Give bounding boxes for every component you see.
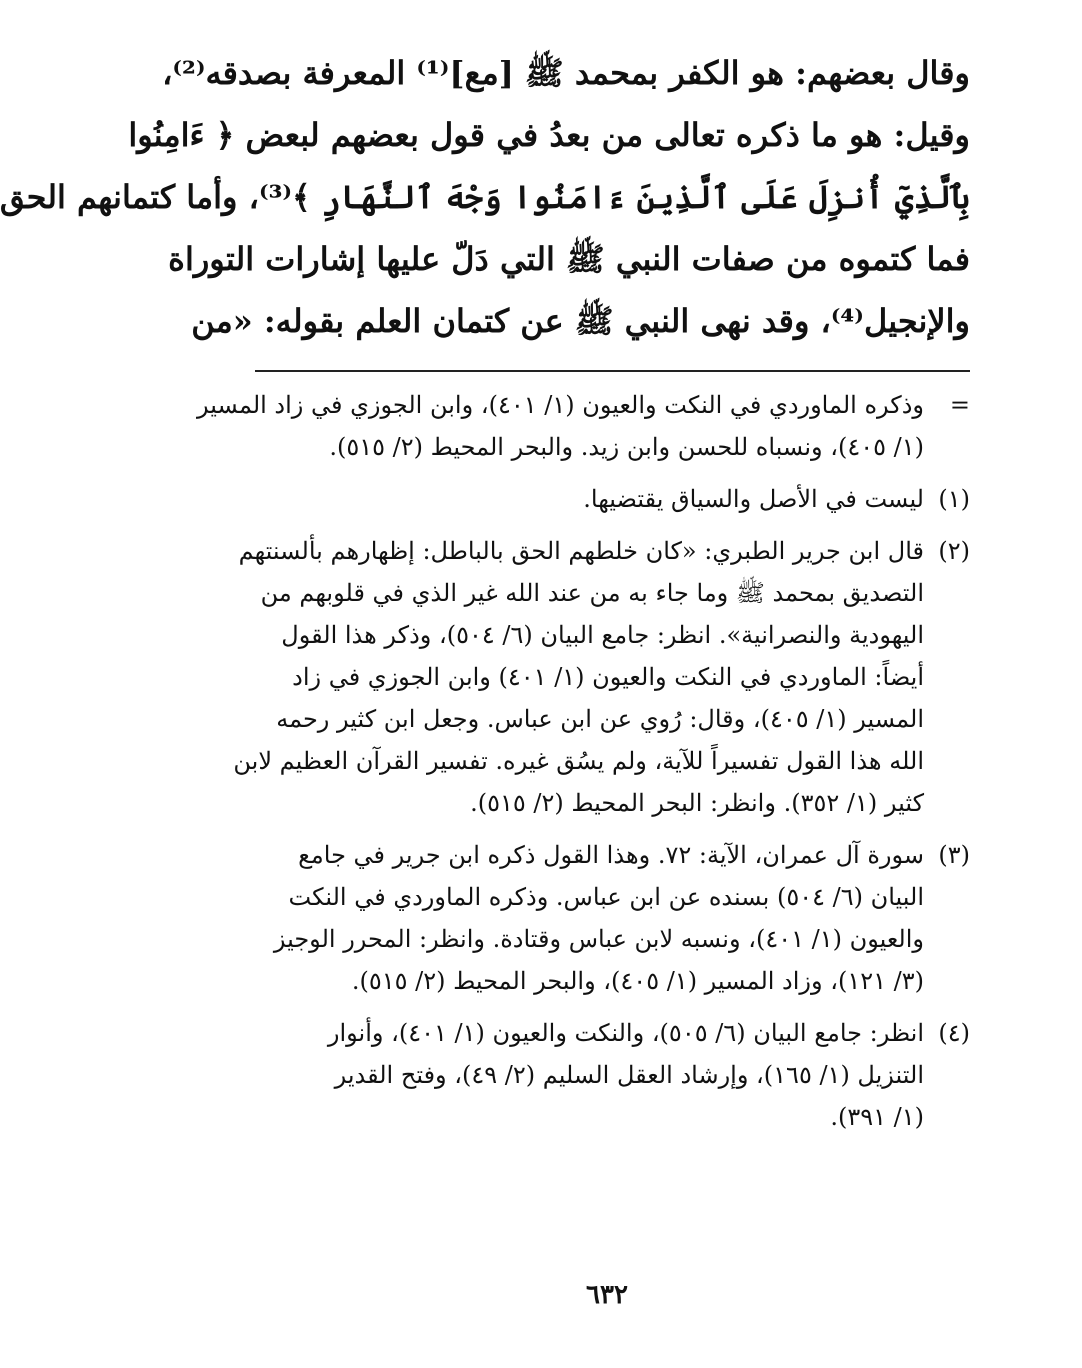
footnote-line: التصديق بمحمد ﷺ وما جاء به من عند الله غير الذي في قلوبهم من xyxy=(260,579,924,607)
footnotes-section xyxy=(197,384,970,1148)
footnote-3 xyxy=(242,834,970,1002)
footnote-1 xyxy=(242,478,970,520)
main-text-line: فما كتموه من صفات النبي ﷺ التي دَلّ عليها إشارات التوراة xyxy=(168,240,970,278)
footnote-line: الله هذا القول تفسيراً للآية، ولم يسُق غيره. تفسير القرآن العظيم لابن xyxy=(233,747,924,775)
footnote-2 xyxy=(233,530,970,824)
main-text-line: وقيل: هو ما ذكره تعالى من بعدُ في قول بعضهم لبعض ﴿ ءَامِنُوا xyxy=(128,116,970,154)
footnote-marker: (١) xyxy=(938,485,970,513)
footnote-line: البيان (٦/ ٥٠٤) بسنده عن ابن عباس. وذكره الماوردي في النكت xyxy=(288,883,924,911)
footnote-line: كثير (١/ ٣٥٢). وانظر: البحر المحيط (٢/ ٥١٥). xyxy=(470,789,924,817)
footnote-line: والعيون (١/ ٤٠١)، ونسبه لابن عباس وقتادة. وانظر: المحرر الوجيز xyxy=(273,925,924,953)
footnote-line: المسير (١/ ٤٠٥)، وقال: رُوي عن ابن عباس. وجعل ابن كثير رحمه xyxy=(276,705,924,733)
footnote-marker: (٤) xyxy=(938,1019,970,1047)
footnote-line: اليهودية والنصرانية». انظر: جامع البيان (٦/ ٥٠٤)، وذكر هذا القول xyxy=(281,621,924,649)
footnote-marker: (٣) xyxy=(938,841,970,869)
footnote-line: التنزيل (١/ ١٦٥)، وإرشاد العقل السليم (٢/ ٤٩)، وفتح القدير xyxy=(334,1061,924,1089)
footnote-separator xyxy=(255,370,970,372)
footnote-marker: = xyxy=(949,391,970,419)
footnote-line: (١/ ٣٩١). xyxy=(830,1103,924,1131)
footnote-line: وذكره الماوردي في النكت والعيون (١/ ٤٠١)، وابن الجوزي في زاد المسير xyxy=(197,391,924,419)
page-number: ٦٣٢ xyxy=(586,1280,628,1310)
footnote-line: (٣/ ١٢١)، وزاد المسير (١/ ٤٠٥)، والبحر المحيط (٢/ ٥١٥). xyxy=(351,967,924,995)
main-text-line: والإنجيل⁽⁴⁾، وقد نهى النبي ﷺ عن كتمان العلم بقوله: «من xyxy=(191,302,970,340)
footnote-line: قال ابن جرير الطبري: «كان خلطهم الحق بالباطل: إظهارهم بألسنتهم xyxy=(238,537,924,565)
footnote-line: سورة آل عمران، الآية: ٧٢. وهذا القول ذكره ابن جرير في جامع xyxy=(298,841,924,869)
footnote-line: (١/ ٤٠٥)، ونسباه للحسن وابن زيد. والبحر المحيط (٢/ ٥١٥). xyxy=(329,433,924,461)
footnote-marker: (٢) xyxy=(938,537,970,565)
footnote-continued xyxy=(197,384,970,468)
footnote-4 xyxy=(242,1012,970,1138)
footnote-line: أيضاً: الماوردي في النكت والعيون (١/ ٤٠١) وابن الجوزي في زاد xyxy=(292,663,924,691)
main-text-line: وقال بعضهم: هو الكفر بمحمد ﷺ [مع]⁽¹⁾ المعرفة بصدقه⁽²⁾، xyxy=(162,54,970,92)
footnote-line: انظر: جامع البيان (٦/ ٥٠٥)، والنكت والعيون (١/ ٤٠١)، وأنوار xyxy=(327,1019,924,1047)
footnote-line: ليست في الأصل والسياق يقتضيها. xyxy=(583,485,924,513)
main-text-body xyxy=(0,42,970,352)
main-text-line: بِٱلَّذِيٓ أُنزِلَ عَلَى ٱلَّذِينَ ءَامَنُوا وَجْهَ ٱلنَّهَارِ ﴾⁽³⁾، وأما كتمانهم الحق xyxy=(0,178,970,216)
